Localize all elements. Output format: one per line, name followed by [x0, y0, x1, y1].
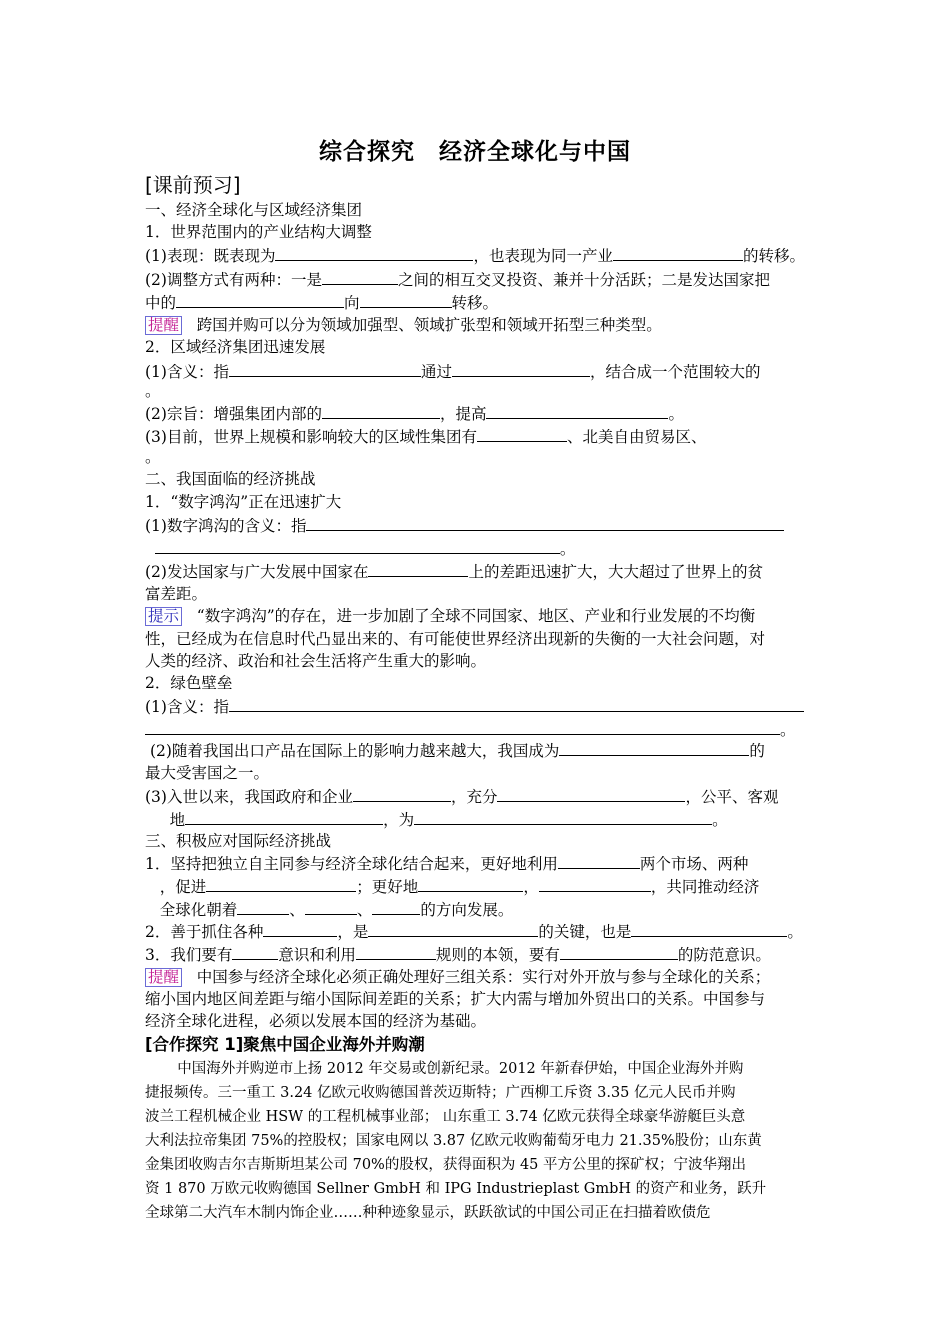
text: 规则的本领，要有	[435, 946, 560, 964]
text: ，公平、客观	[685, 788, 779, 806]
text: ，促进	[159, 878, 207, 896]
item-2-2-b	[145, 739, 810, 762]
text: ，	[523, 878, 539, 896]
fill-blank[interactable]	[322, 402, 440, 419]
text: 中的	[145, 294, 177, 312]
fill-blank[interactable]	[368, 560, 468, 577]
item-3-3	[145, 943, 810, 966]
part1-heading: 一、经济全球化与区域经济集团	[145, 201, 363, 219]
text: ；更好地	[356, 878, 419, 896]
tishi-tag: 提示	[145, 607, 182, 626]
tip-3-line-2: 缩小国内地区间差距与缩小国际间差距的关系；扩大内需与增加外贸出口的关系。中国参与	[145, 990, 766, 1008]
text: 转移。	[451, 294, 499, 312]
fill-blank[interactable]	[560, 943, 678, 960]
item-3-1-cont	[145, 875, 810, 898]
fill-blank[interactable]	[275, 244, 473, 261]
text: 。	[787, 923, 803, 941]
text: “数字鸿沟”的存在，进一步加剧了全球不同国家、地区、产业和行业发展的不均衡	[196, 607, 756, 625]
fill-blank[interactable]	[353, 785, 451, 802]
fill-blank[interactable]	[486, 402, 668, 419]
fill-blank[interactable]	[185, 808, 383, 825]
item-2-1-b-cont: 富差距。	[145, 585, 208, 603]
text: 2．善于抓住各种	[145, 923, 264, 941]
text: 跨国并购可以分为领域加强型、领域扩张型和领域开拓型三种类型。	[196, 316, 662, 334]
fill-blank[interactable]	[497, 785, 685, 802]
fill-blank[interactable]	[559, 739, 749, 756]
text: 中国参与经济全球化必须正确处理好三组关系：实行对外开放与参与全球化的关系；	[196, 968, 771, 986]
part3-heading: 三、积极应对国际经济挑战	[145, 832, 332, 850]
tip-2	[145, 605, 810, 627]
text: 。	[668, 405, 684, 423]
text: 向	[344, 294, 360, 312]
fill-blank[interactable]	[418, 875, 523, 892]
item-1-1-b-cont	[145, 291, 810, 314]
text: 上的差距迅速扩大，大大超过了世界上的贫	[468, 563, 763, 581]
text: 的转移。	[742, 247, 805, 265]
tip-3-line-3: 经济全球化进程，必须以发展本国的经济为基础。	[145, 1012, 487, 1030]
tip-2-line-2: 性，已经成为在信息时代凸显出来的、有可能使世界经济出现新的失衡的一大社会问题，对	[145, 630, 766, 648]
item-2-1-b	[145, 560, 810, 583]
item-2-2-b-cont: 最大受害国之一。	[145, 764, 270, 782]
item-1-2-c-end: 。	[145, 448, 161, 466]
text: ，提高	[439, 405, 487, 423]
fill-blank[interactable]	[229, 695, 804, 712]
item-3-1-cont2	[145, 898, 810, 921]
tip-3	[145, 966, 810, 988]
text: 3．我们要有	[145, 946, 233, 964]
tip-1	[145, 314, 810, 336]
text: 、	[289, 901, 305, 919]
fill-blank[interactable]	[356, 943, 436, 960]
text: (1)含义：指	[145, 698, 229, 716]
item-3-2	[145, 920, 810, 943]
text: (2)随着我国出口产品在国际上的影响力越来越大，我国成为	[149, 742, 560, 760]
text: 两个市场、两种	[639, 855, 749, 873]
item-2-1-a-cont	[145, 537, 810, 560]
item-1-2-a-end: 。	[145, 382, 161, 400]
text: 的防范意识。	[677, 946, 771, 964]
tixing-tag: 提醒	[145, 316, 182, 335]
fill-blank[interactable]	[176, 291, 344, 308]
fill-blank[interactable]	[613, 244, 743, 261]
item-2-2-a-cont	[145, 718, 810, 741]
item-1-2-b	[145, 402, 810, 425]
fill-blank[interactable]	[305, 898, 357, 915]
fill-blank[interactable]	[452, 360, 590, 377]
article-line-4: 大利法拉帝集团 75%的控股权；国家电网以 3.87 亿欧元收购葡萄牙电力 21.35%股份；山东黄	[145, 1133, 762, 1149]
text: 通过	[420, 363, 452, 381]
fill-blank[interactable]	[539, 875, 651, 892]
section-heading-cooperation: [合作探究 1]聚焦中国企业海外并购潮	[145, 1035, 425, 1054]
fill-blank[interactable]	[368, 920, 538, 937]
page-title: 综合探究 经济全球化与中国	[319, 139, 631, 165]
text: 。	[559, 540, 576, 558]
text: (2)发达国家与广大发展中国家在	[145, 563, 369, 581]
text: ，为	[383, 811, 415, 829]
article-line-6: 资 1 870 万欧元收购德国 Sellner GmbH 和 IPG Industrieplast GmbH 的资产和业务，跃升	[145, 1181, 767, 1197]
text: (1)数字鸿沟的含义：指	[145, 517, 307, 535]
article-line-2: 捷报频传。三一重工 3.24 亿欧元收购德国普茨迈斯特；广西柳工斥资 3.35 亿元人民币并购	[145, 1085, 736, 1101]
item-3-1	[145, 852, 810, 875]
tip-2-line-3: 人类的经济、政治和社会生活将产生重大的影响。	[145, 652, 487, 670]
text: (2)宗旨：增强集团内部的	[145, 405, 322, 423]
text: 地	[169, 811, 186, 829]
fill-blank[interactable]	[263, 920, 337, 937]
fill-blank[interactable]	[206, 875, 356, 892]
text: ，也表现为同一产业	[473, 247, 613, 265]
item-1-2-c	[145, 425, 810, 448]
fill-blank[interactable]	[360, 291, 452, 308]
text: (2)调整方式有两种：一是	[145, 271, 322, 289]
fill-blank[interactable]	[477, 425, 567, 442]
item-1-1: 1．世界范围内的产业结构大调整	[145, 223, 372, 241]
text: ，共同推动经济	[650, 878, 760, 896]
article-line-1	[145, 1058, 810, 1081]
text: 之间的相互交叉投资、兼并十分活跃；二是发达国家把	[397, 271, 770, 289]
fill-blank[interactable]	[322, 268, 398, 285]
fill-blank[interactable]	[229, 360, 421, 377]
section-heading-preview: [课前预习]	[145, 173, 241, 197]
text: ，结合成一个范围较大的	[589, 363, 761, 381]
text: 的关键，也是	[538, 923, 632, 941]
fill-blank[interactable]	[558, 852, 640, 869]
text: (3)目前，世界上规模和影响较大的区域性集团有	[145, 428, 477, 446]
text: 的	[749, 742, 765, 760]
item-1-1-a	[145, 244, 810, 267]
text: 、	[356, 901, 373, 919]
text: ，是	[337, 923, 369, 941]
item-2-1: 1．“数字鸿沟”正在迅速扩大	[145, 493, 342, 511]
article-line-7: 全球第二大汽车木制内饰企业……种种迹象显示，跃跃欲试的中国公司正在扫描着欧债危	[145, 1205, 711, 1221]
text: 。	[712, 811, 728, 829]
fill-blank[interactable]	[232, 943, 278, 960]
article-line-3: 波兰工程机械企业 HSW 的工程机械事业部； 山东重工 3.74 亿欧元获得全球豪华游艇巨头意	[145, 1109, 746, 1125]
part2-heading: 二、我国面临的经济挑战	[145, 470, 316, 488]
text: 。	[780, 721, 796, 739]
article-line-5: 金集团收购吉尔吉斯斯坦某公司 70%的股权，获得面积为 45 平方公里的探矿权；宁波华翔出	[145, 1157, 747, 1173]
item-1-2: 2．区域经济集团迅速发展	[145, 338, 326, 356]
fill-blank[interactable]	[306, 514, 784, 531]
text: (3)入世以来，我国政府和企业	[145, 788, 353, 806]
fill-blank[interactable]	[631, 920, 787, 937]
text: 、北美自由贸易区、	[566, 428, 707, 446]
fill-blank[interactable]	[155, 537, 560, 554]
text: 的方向发展。	[420, 901, 514, 919]
text: 中国海外并购逆市上扬 2012 年交易或创新纪录。2012 年新春伊始，中国企业海外并购	[177, 1061, 744, 1077]
fill-blank[interactable]	[145, 718, 780, 735]
fill-blank[interactable]	[237, 898, 289, 915]
text: (1)表现：既表现为	[145, 247, 276, 265]
fill-blank[interactable]	[414, 808, 712, 825]
text: 全球化朝着	[159, 901, 238, 919]
item-1-1-b	[145, 268, 810, 291]
tixing-tag: 提醒	[145, 968, 182, 987]
text: (1)含义：指	[145, 363, 229, 381]
fill-blank[interactable]	[372, 898, 420, 915]
item-2-2-c-cont	[145, 808, 810, 831]
item-2-1-a	[145, 514, 810, 537]
item-2-2-a	[145, 695, 810, 718]
item-2-2-c	[145, 785, 810, 808]
item-2-2: 2．绿色壁垒	[145, 674, 233, 692]
text: 意识和利用	[278, 946, 356, 964]
text: 1．坚持把独立自主同参与经济全球化结合起来，更好地利用	[145, 855, 558, 873]
text: ，充分	[450, 788, 498, 806]
